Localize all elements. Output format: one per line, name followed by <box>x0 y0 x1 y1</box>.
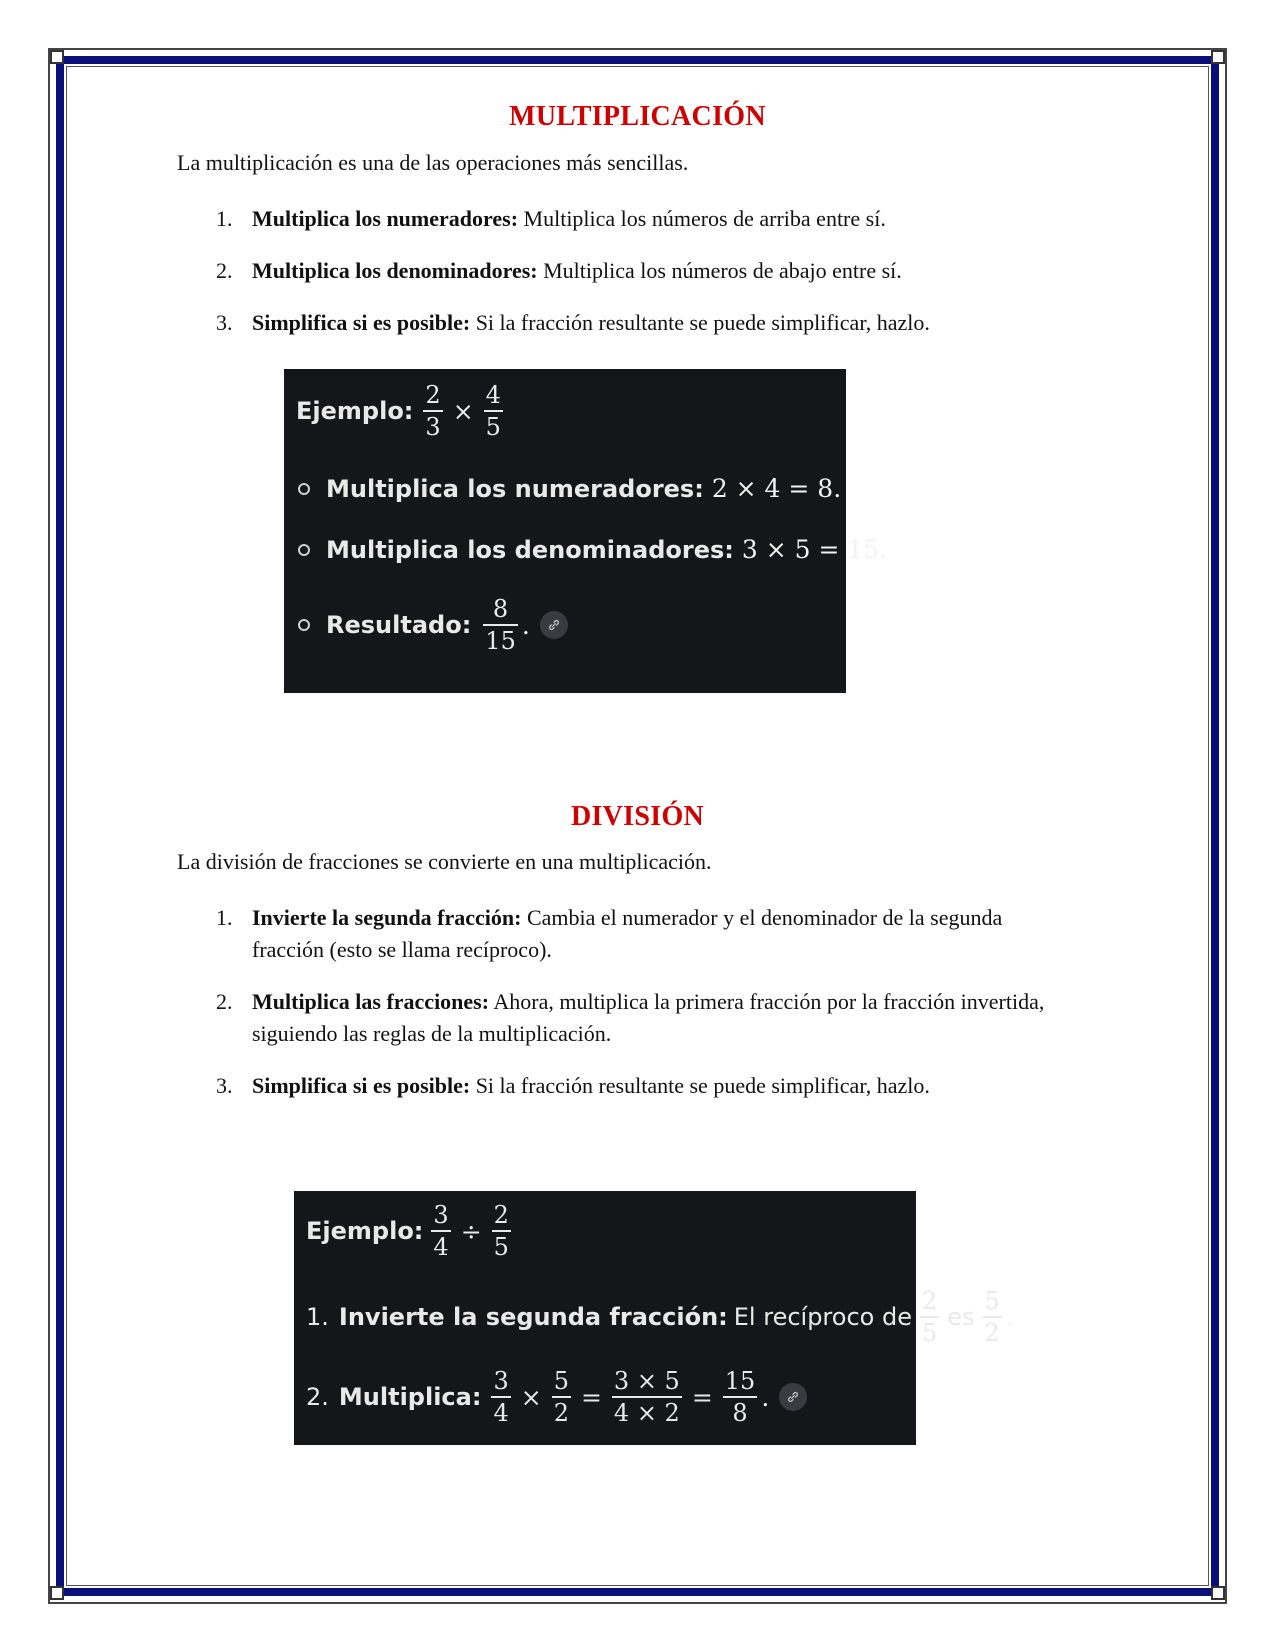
division-steps <box>210 902 1060 1122</box>
fraction: $\frac{2}{5}$ <box>921 1287 938 1347</box>
multiplication-title: MULTIPLICACIÓN <box>509 101 766 132</box>
fraction: $\frac{4}{5}$ <box>485 381 501 441</box>
bullet-icon <box>298 483 310 495</box>
fraction: $\frac{5}{2}$ <box>984 1287 1000 1347</box>
list-item: 2. Multiplica los denominadores: Multiplica los números de abajo entre sí. <box>216 258 902 283</box>
list-item: 2. Multiplica las fracciones: Ahora, multiplica la primera fracción por la fracción invertida, siguiendo las reglas de la multiplicación. <box>216 989 1045 1046</box>
fraction: $\frac{8}{15}$ <box>485 595 516 655</box>
bullet-icon <box>298 544 310 556</box>
division-intro: La división de fracciones se convierte en una multiplicación. <box>177 849 712 874</box>
fraction: $\frac{3 \times 5}{4 \times 2}$ <box>613 1367 680 1427</box>
example-step: Multiplica los numeradores: 2 × 4 = 8. <box>296 474 841 503</box>
border-corner <box>50 1586 64 1600</box>
fraction: $\frac{5}{2}$ <box>553 1367 569 1427</box>
list-item: 1. Invierte la segunda fracción: Cambia el numerador y el denominador de la segunda fracción (esto se llama recíproco). <box>216 905 1003 962</box>
multiplication-steps <box>210 203 1060 359</box>
example-result: Resultado: $\frac{8}{15}$ . <box>296 597 568 653</box>
list-item: 1. Multiplica los numeradores: Multiplica los números de arriba entre sí. <box>216 206 886 231</box>
division-example-panel <box>294 1191 1014 1445</box>
border-corner <box>1211 1586 1225 1600</box>
fraction: $\frac{3}{4}$ <box>433 1201 449 1261</box>
example-header: Ejemplo: $\frac{3}{4}$ ÷ $\frac{2}{5}$ <box>306 1201 509 1261</box>
multiplication-example-panel <box>284 369 888 693</box>
link-icon[interactable] <box>540 611 568 639</box>
division-title: DIVISIÓN <box>570 801 705 832</box>
fraction: $\frac{15}{8}$ <box>724 1367 756 1427</box>
list-item: 3. Simplifica si es posible: Si la fracción resultante se puede simplificar, hazlo. <box>216 1073 930 1098</box>
link-icon[interactable] <box>779 1383 807 1411</box>
fraction: $\frac{3}{4}$ <box>493 1367 509 1427</box>
bullet-icon <box>298 619 310 631</box>
example-header: Ejemplo: $\frac{2}{3}$ × $\frac{4}{5}$ <box>296 381 501 441</box>
fraction: $\frac{2}{5}$ <box>493 1201 509 1261</box>
border-corner <box>50 50 64 64</box>
example-step: 1. Invierte la segunda fracción: El recíproco de $\frac{2}{5}$ es $\frac{5}{2}$ . <box>306 1287 1014 1347</box>
example-step: 2. Multiplica: $\frac{3}{4}$ × $\frac{5}{2}$ = $\frac{3 \times 5}{4 \times 2}$ = $\frac{15}{8}$ . <box>306 1369 807 1425</box>
border-corner <box>1211 50 1225 64</box>
fraction: $\frac{2}{3}$ <box>425 381 441 441</box>
example-step: Multiplica los denominadores: 3 × 5 = 15. <box>296 535 887 564</box>
list-item: 3. Simplifica si es posible: Si la fracción resultante se puede simplificar, hazlo. <box>216 310 930 335</box>
multiplication-intro: La multiplicación es una de las operaciones más sencillas. <box>177 150 689 175</box>
